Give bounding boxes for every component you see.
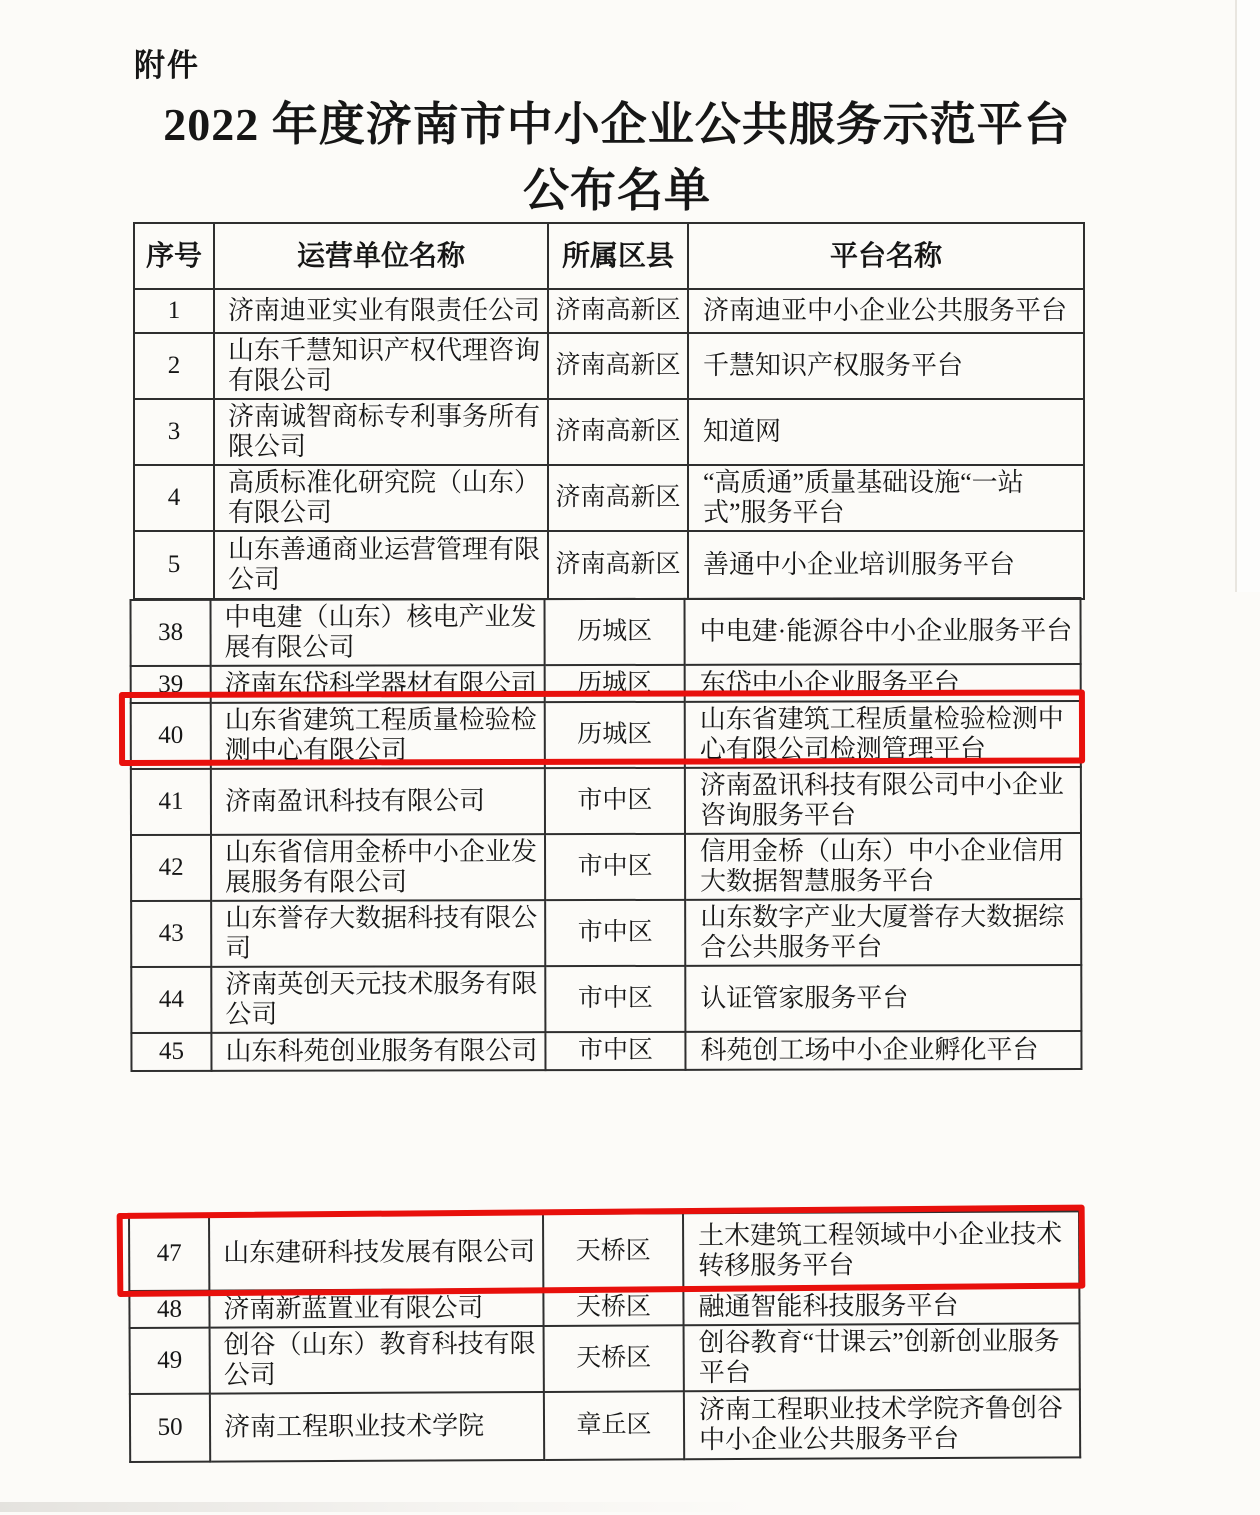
column-header-platform: 平台名称: [688, 223, 1084, 289]
cell-platform: 济南迪亚中小企业公共服务平台: [688, 289, 1084, 333]
cell-unit: 济南迪亚实业有限责任公司: [214, 289, 548, 333]
cell-no: 48: [129, 1291, 209, 1328]
cell-unit: 济南诚智商标专利事务所有限公司: [214, 399, 548, 465]
cell-district: 济南高新区: [548, 289, 688, 333]
cell-district: 济南高新区: [548, 399, 688, 465]
cell-district: 济南高新区: [548, 333, 688, 399]
cell-unit: 济南东岱科学器材有限公司: [211, 665, 545, 703]
cell-district: 历城区: [545, 665, 685, 702]
cell-no: 39: [131, 666, 211, 703]
table-row: [130, 1389, 1080, 1462]
cell-no: 44: [131, 967, 211, 1033]
table-row: [131, 767, 1081, 835]
table-row: [131, 833, 1081, 901]
cell-unit: 山东省建筑工程质量检验检测中心有限公司: [211, 702, 545, 769]
cell-platform: “高质通”质量基础设施“一站式”服务平台: [688, 465, 1084, 531]
cell-district: 市中区: [545, 834, 685, 900]
cell-district: 历城区: [545, 599, 685, 665]
cell-no: 4: [134, 465, 214, 531]
column-header-no: 序号: [134, 223, 214, 289]
table-row: [131, 598, 1081, 666]
document-title-line-2: 公布名单: [523, 165, 711, 216]
cell-no: 45: [131, 1033, 211, 1071]
cell-unit: 济南盈讯科技有限公司: [211, 768, 545, 835]
table-row: [134, 531, 1084, 599]
cell-platform: 济南工程职业技术学院齐鲁创谷中小企业公共服务平台: [684, 1389, 1080, 1459]
table-row: [131, 1031, 1081, 1071]
cell-platform: 融通智能科技服务平台: [683, 1286, 1079, 1325]
table-row: [129, 1286, 1079, 1328]
cell-no: 3: [134, 399, 214, 465]
cell-platform: 土木建筑工程领域中小企业技术转移服务平台: [683, 1211, 1079, 1288]
attachment-label: 附件: [134, 48, 200, 83]
cell-platform: 中电建·能源谷中小企业服务平台: [685, 598, 1081, 665]
cell-no: 41: [131, 769, 211, 835]
cell-no: 47: [129, 1216, 209, 1291]
cell-platform: 创谷教育“廿课云”创新创业服务平台: [684, 1323, 1080, 1391]
cell-unit: 山东省信用金桥中小企业发展服务有限公司: [211, 834, 545, 901]
document-title: [0, 92, 1234, 224]
table-row: [134, 289, 1084, 333]
cell-no: 5: [134, 531, 214, 599]
cell-unit: 济南英创天元技术服务有限公司: [211, 966, 545, 1033]
cell-platform: 善通中小企业培训服务平台: [688, 531, 1084, 599]
table-row: [131, 664, 1081, 703]
table-row: [134, 399, 1084, 465]
cell-unit: 济南工程职业技术学院: [210, 1392, 544, 1462]
cell-district: 天桥区: [544, 1325, 684, 1392]
cell-unit: 山东建研科技发展有限公司: [209, 1214, 543, 1291]
cell-no: 2: [134, 333, 214, 399]
scan-bottom-smudge: [0, 1502, 760, 1512]
table-row: [131, 899, 1081, 967]
cell-district: 市中区: [545, 966, 685, 1032]
cell-unit: 山东善通商业运营管理有限公司: [214, 531, 548, 599]
column-header-unit: 运营单位名称: [214, 223, 548, 289]
table-header-row: [134, 223, 1084, 289]
column-header-district: 所属区县: [548, 223, 688, 289]
cell-district: 市中区: [545, 900, 685, 966]
cell-no: 40: [131, 703, 211, 769]
cell-no: 38: [131, 600, 211, 666]
cell-district: 市中区: [545, 768, 685, 834]
cell-platform: 山东省建筑工程质量检验检测中心有限公司检测管理平台: [685, 701, 1081, 768]
cell-no: 49: [130, 1328, 210, 1394]
cell-district: 天桥区: [543, 1213, 683, 1289]
cell-district: 济南高新区: [548, 465, 688, 531]
roster-table-top: [133, 222, 1085, 600]
cell-platform: 千慧知识产权服务平台: [688, 333, 1084, 399]
cell-unit: 山东誉存大数据科技有限公司: [211, 900, 545, 967]
roster-table-bottom: [128, 1210, 1081, 1463]
cell-unit: 创谷（山东）教育科技有限公司: [210, 1326, 544, 1394]
roster-table-middle: [130, 597, 1083, 1072]
cell-unit: 济南新蓝置业有限公司: [209, 1289, 543, 1328]
scan-seam-strip: [1235, 0, 1260, 592]
table-row: [131, 965, 1081, 1033]
cell-unit: 山东千慧知识产权代理咨询有限公司: [214, 333, 548, 399]
table-row: [130, 1323, 1080, 1394]
table-row: [134, 333, 1084, 399]
cell-district: 济南高新区: [548, 531, 688, 599]
cell-platform: 认证管家服务平台: [685, 965, 1081, 1032]
table-row-highlighted-40: [131, 701, 1081, 769]
cell-district: 历城区: [545, 702, 685, 768]
cell-no: 1: [134, 289, 214, 333]
cell-platform: 信用金桥（山东）中小企业信用大数据智慧服务平台: [685, 833, 1081, 900]
cell-district: 章丘区: [544, 1391, 684, 1460]
cell-platform: 济南盈讯科技有限公司中小企业咨询服务平台: [685, 767, 1081, 834]
cell-no: 50: [130, 1394, 210, 1462]
cell-district: 天桥区: [543, 1288, 683, 1326]
table-row-highlighted-47: [129, 1211, 1079, 1291]
cell-unit: 中电建（山东）核电产业发展有限公司: [211, 599, 545, 666]
table-row: [134, 465, 1084, 531]
cell-platform: 山东数字产业大厦誉存大数据综合公共服务平台: [685, 899, 1081, 966]
cell-platform: 东岱中小企业服务平台: [685, 664, 1081, 702]
document-title-line-1: 2022 年度济南市中小企业公共服务示范平台: [163, 99, 1071, 150]
cell-unit: 高质标准化研究院（山东）有限公司: [214, 465, 548, 531]
cell-no: 43: [131, 901, 211, 967]
cell-district: 市中区: [545, 1032, 685, 1070]
cell-platform: 科苑创工场中小企业孵化平台: [685, 1031, 1081, 1070]
cell-no: 42: [131, 835, 211, 901]
cell-platform: 知道网: [688, 399, 1084, 465]
cell-unit: 山东科苑创业服务有限公司: [211, 1032, 545, 1071]
